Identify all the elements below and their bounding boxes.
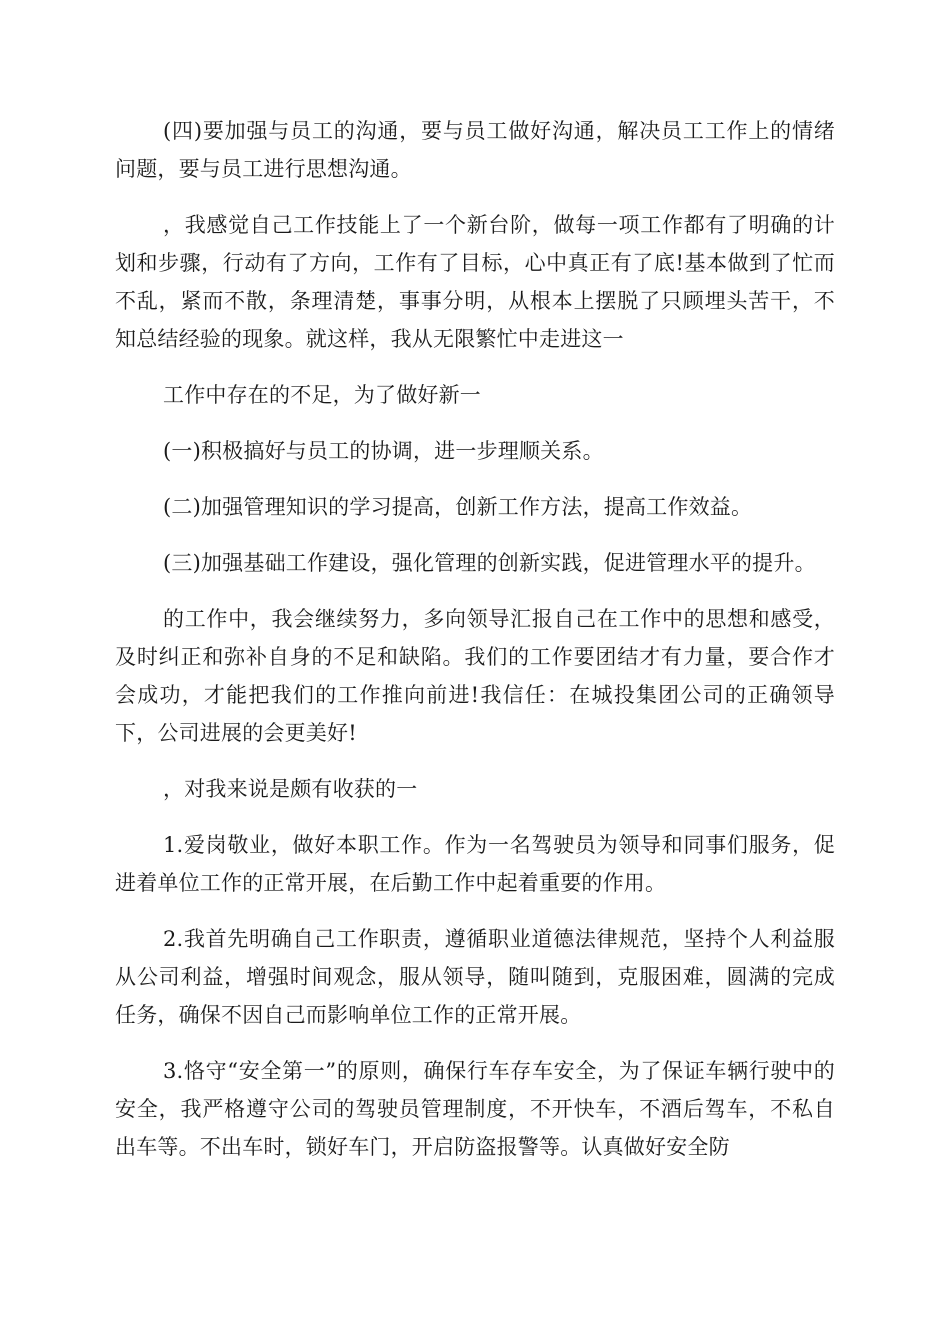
paragraph-point-2: 2.我首先明确自己工作职责，遵循职业道德法律规范，坚持个人利益服从公司利益，增强时间观念，服从领导，随叫随到，克服困难，圆满的完成任务，确保不因自己而影响单位工作的正常开展。 xyxy=(115,927,835,1027)
paragraph-item-2: (二)加强管理知识的学习提高，创新工作方法，提高工作效益。 xyxy=(163,495,753,519)
paragraph-harvest: ，对我来说是颇有收获的一 xyxy=(163,777,418,801)
document-body xyxy=(115,112,835,1184)
paragraph-item-3: (三)加强基础工作建设，强化管理的创新实践，促进管理水平的提升。 xyxy=(163,551,816,575)
paragraph-outlook: 的工作中，我会继续努力，多向领导汇报自己在工作中的思想和感受，及时纠正和弥补自身的不足和缺陷。我们的工作要团结才有力量，要合作才会成功，才能把我们的工作推向前进!我信任：在城投集团公司的正确领导下，公司进展的会更美好! xyxy=(115,607,835,745)
paragraph-point-3: 3.恪守“安全第一”的原则，确保行车存车安全，为了保证车辆行驶中的安全，我严格遵守公司的驾驶员管理制度，不开快车，不酒后驾车，不私自出车等。不出车时，锁好车门，开启防盗报警等。认真做好安全防 xyxy=(115,1059,835,1159)
paragraph-point-1: 1.爱岗敬业，做好本职工作。作为一名驾驶员为领导和同事们服务，促进着单位工作的正常开展，在后勤工作中起着重要的作用。 xyxy=(115,833,835,895)
paragraph-skills: ，我感觉自己工作技能上了一个新台阶，做每一项工作都有了明确的计划和步骤，行动有了方向，工作有了目标，心中真正有了底!基本做到了忙而不乱，紧而不散，条理清楚，事事分明，从根本上摆脱了只顾埋头苦干，不知总结经验的现象。就这样，我从无限繁忙中走进这一 xyxy=(115,213,835,351)
paragraph-shortcomings: 工作中存在的不足，为了做好新一 xyxy=(163,383,481,407)
paragraph-communication: (四)要加强与员工的沟通，要与员工做好沟通，解决员工工作上的情绪问题，要与员工进行思想沟通。 xyxy=(115,119,835,181)
paragraph-item-1: (一)积极搞好与员工的协调，进一步理顺关系。 xyxy=(163,439,604,463)
